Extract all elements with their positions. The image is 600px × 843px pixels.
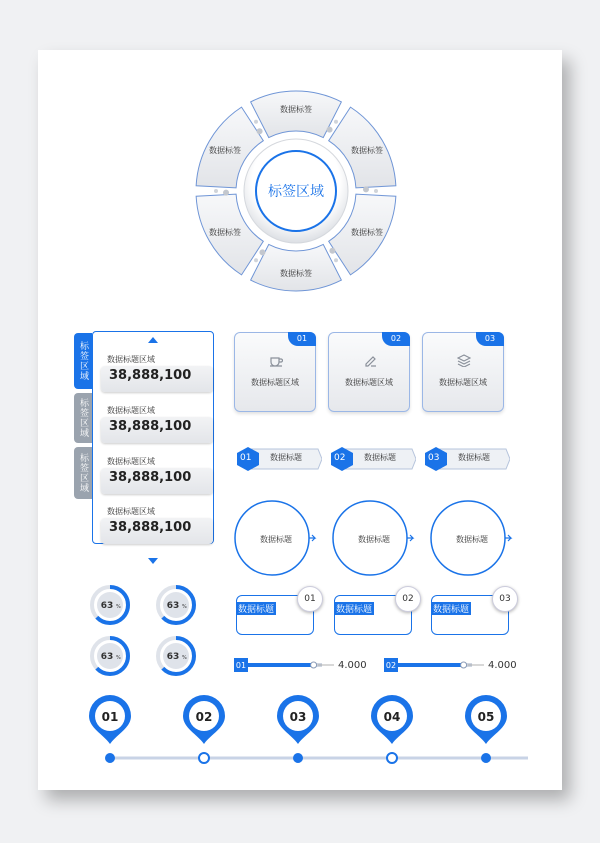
wheel-segment-1[interactable] (251, 91, 342, 138)
tab-2[interactable] (74, 393, 92, 443)
gear-icon (329, 248, 335, 254)
circle-icon (327, 127, 333, 133)
tab-3[interactable] (74, 447, 92, 499)
tagbox-number: 02 (395, 586, 421, 612)
timeline-node-2[interactable] (183, 695, 225, 763)
card-label: 数据标题区域 (251, 378, 299, 387)
donut-chart-2 (158, 587, 194, 623)
donut-value: 63 (100, 652, 114, 662)
wheel-segment-label: 数据标签 (351, 146, 384, 155)
circle-label: 数据标题 (456, 535, 488, 544)
timeline-dot (387, 753, 397, 763)
timeline (78, 690, 538, 770)
timeline-number: 05 (477, 710, 495, 724)
timeline-node-3[interactable] (277, 695, 319, 762)
card-1[interactable] (234, 332, 316, 412)
donut-unit: % (182, 604, 187, 610)
timeline-number: 03 (289, 710, 307, 724)
stat-label: 数据标题区域 (107, 355, 155, 364)
card-number: 03 (476, 332, 504, 346)
slider-2-value: 4.000 (488, 660, 517, 671)
pill-label: 数据标题 (364, 453, 396, 462)
stat-value: 38,888,100 (109, 470, 192, 485)
briefcase-icon (223, 190, 229, 196)
tab-1[interactable] (74, 333, 92, 389)
card-number: 02 (382, 332, 410, 346)
wheel-segment-label: 数据标签 (208, 146, 241, 155)
donut-value: 63 (166, 601, 180, 611)
tab-2-label: 标签区域 (78, 398, 88, 438)
pill-number: 03 (428, 453, 440, 463)
circle-label: 数据标题 (358, 535, 390, 544)
donut-value: 63 (100, 601, 114, 611)
cycle-wheel (178, 78, 414, 308)
stat-item-3 (101, 456, 205, 496)
slider-handle[interactable] (461, 662, 467, 668)
slider-fill (398, 663, 464, 667)
timeline-node-5[interactable] (465, 695, 507, 762)
timeline-node-4[interactable] (371, 695, 413, 763)
donut-unit: % (182, 655, 187, 661)
stat-item-4 (101, 506, 205, 546)
tagbox-3[interactable] (431, 595, 509, 635)
wheel-arrow (374, 189, 378, 193)
timeline-dot (294, 754, 302, 762)
pill-number: 01 (240, 453, 252, 463)
slider-number: 01 (235, 661, 247, 670)
slider-fill (248, 663, 314, 667)
pill-label: 数据标题 (270, 453, 302, 462)
stat-label: 数据标题区域 (107, 406, 155, 415)
pill-number: 02 (334, 453, 346, 463)
card-2[interactable] (328, 332, 410, 412)
tagbox-title: 数据标题 (431, 602, 471, 615)
stat-label: 数据标题区域 (107, 457, 155, 466)
cup-icon (269, 353, 283, 367)
card-number: 01 (288, 332, 316, 346)
pin-icon (363, 186, 369, 192)
circle-label: 数据标题 (260, 535, 292, 544)
home-icon (259, 249, 265, 255)
stat-value: 38,888,100 (109, 520, 192, 535)
wheel-center-label: 标签区域 (268, 184, 324, 200)
donut-value: 63 (166, 652, 180, 662)
tab-3-label: 标签区域 (78, 453, 88, 493)
timeline-dot (482, 754, 490, 762)
tagbox-number: 03 (492, 586, 518, 612)
pill-2[interactable] (328, 447, 414, 469)
timeline-number: 01 (101, 710, 119, 724)
wheel-arrow (214, 189, 218, 193)
scroll-up-icon[interactable] (148, 336, 158, 344)
donut-group (88, 583, 208, 683)
donut-chart-1 (92, 587, 128, 623)
pill-3[interactable] (422, 447, 508, 469)
wheel-segment-label: 数据标签 (208, 228, 241, 237)
timeline-number: 02 (195, 710, 213, 724)
slider-2[interactable] (384, 658, 484, 672)
wheel-arrow (254, 258, 258, 262)
card-label: 数据标题区域 (345, 378, 393, 387)
wheel-segment-label: 数据标签 (280, 269, 312, 278)
pill-1[interactable] (234, 447, 320, 469)
slider-1[interactable] (234, 658, 334, 672)
stat-value: 38,888,100 (109, 419, 192, 434)
wheel-arrow (334, 258, 338, 262)
stat-label: 数据标题区域 (107, 507, 155, 516)
tagbox-1[interactable] (236, 595, 314, 635)
donut-chart-3 (92, 638, 128, 674)
timeline-dot (199, 753, 209, 763)
tagbox-2[interactable] (334, 595, 412, 635)
scroll-down-icon[interactable] (148, 557, 158, 565)
slider-number: 02 (385, 661, 397, 670)
pen-icon (363, 353, 377, 367)
layers-icon (457, 353, 471, 367)
stats-panel (92, 331, 214, 544)
timeline-number: 04 (383, 710, 401, 724)
wheel-arrow (254, 120, 258, 124)
donut-chart-4 (158, 638, 194, 674)
dot-icon (257, 128, 263, 134)
tab-1-label: 标签区域 (78, 341, 88, 381)
wheel-segment-4[interactable] (251, 244, 342, 291)
wheel-segment-label: 数据标签 (280, 105, 312, 114)
slider-handle[interactable] (311, 662, 317, 668)
wheel-segment-label: 数据标签 (351, 228, 384, 237)
donut-unit: % (116, 604, 121, 610)
card-3[interactable] (422, 332, 504, 412)
card-label: 数据标题区域 (439, 378, 487, 387)
wheel-arrow (334, 120, 338, 124)
stat-value: 38,888,100 (109, 368, 192, 383)
tagbox-number: 01 (297, 586, 323, 612)
donut-unit: % (116, 655, 121, 661)
tagbox-title: 数据标题 (236, 602, 276, 615)
slider-1-value: 4.000 (338, 660, 367, 671)
timeline-node-1[interactable] (89, 695, 131, 762)
timeline-dot (106, 754, 114, 762)
stat-item-2 (101, 405, 205, 445)
infographic-page (38, 50, 562, 790)
pill-label: 数据标题 (458, 453, 490, 462)
tagbox-title: 数据标题 (334, 602, 374, 615)
stat-item-1 (101, 354, 205, 394)
